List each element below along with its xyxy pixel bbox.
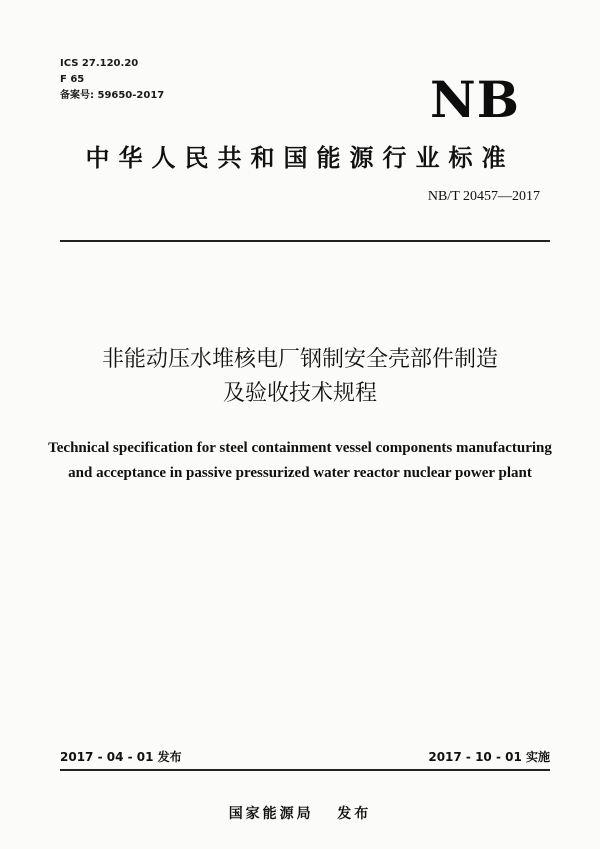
english-title-line-2: and acceptance in passive pressurized water reactor nuclear power plant [68, 465, 532, 481]
implementation-date: 2017 - 10 - 01 实施 [428, 750, 550, 764]
english-title [0, 436, 600, 486]
classification-block [60, 56, 164, 104]
filing-number: 备案号: 59650-2017 [60, 90, 165, 101]
issuing-authority: 国家能源局 发布 [228, 806, 372, 822]
nb-logo: NB [430, 70, 520, 129]
top-divider [60, 240, 550, 242]
chinese-title [0, 343, 600, 411]
chinese-title-line-1: 非能动压水堆核电厂钢制安全壳部件制造 [101, 347, 498, 372]
ics-code: ICS 27.120.20 [60, 58, 139, 69]
class-code: F 65 [60, 74, 85, 85]
chinese-title-line-2: 及验收技术规程 [222, 381, 377, 406]
bottom-divider [60, 769, 550, 771]
standard-number: NB/T 20457—2017 [427, 189, 540, 204]
english-title-line-1: Technical specification for steel containment vessel components manufacturing [48, 440, 552, 456]
standard-category: 中华人民共和国能源行业标准 [85, 144, 515, 172]
issue-date: 2017 - 04 - 01 发布 [60, 750, 182, 764]
